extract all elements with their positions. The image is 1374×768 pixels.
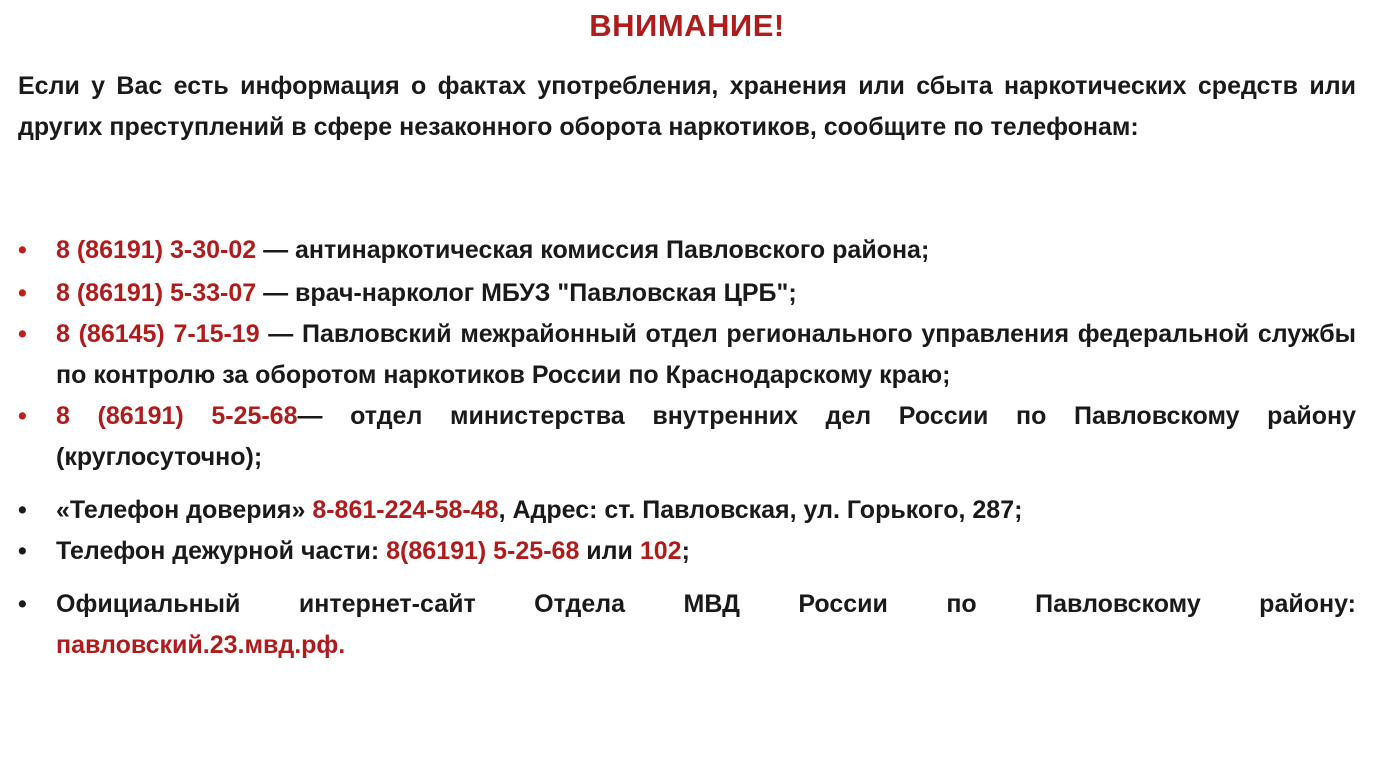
list-item xyxy=(18,314,1356,396)
list-item xyxy=(18,531,1356,572)
item-description: — антинаркотическая комиссия Павловского района; xyxy=(256,236,930,264)
item-description: , Адрес: ст. Павловская, ул. Горького, 287; xyxy=(498,496,1023,524)
item-connector: или xyxy=(579,537,640,565)
item-description: — врач-нарколог МБУЗ "Павловская ЦРБ"; xyxy=(256,279,797,307)
phone-number-short[interactable]: 102 xyxy=(639,537,682,565)
website-link[interactable]: павловский.23.мвд.рф. xyxy=(56,631,346,659)
phone-number[interactable]: 8 (86191) 5-25-68 xyxy=(56,402,298,430)
bullet-icon: • xyxy=(18,496,27,524)
item-description: ; xyxy=(681,537,690,565)
phone-number[interactable]: 8 (86191) 5-33-07 xyxy=(56,279,257,307)
bullet-icon: • xyxy=(18,236,27,264)
bullet-icon: • xyxy=(18,590,27,618)
phone-number[interactable]: 8 (86191) 3-30-02 xyxy=(56,236,257,264)
list-item xyxy=(18,584,1356,666)
list-item xyxy=(18,273,1356,314)
phone-number[interactable]: 8-861-224-58-48 xyxy=(312,496,499,524)
bullet-icon: • xyxy=(18,320,27,348)
contact-list xyxy=(18,230,1356,666)
page-title: ВНИМАНИЕ! xyxy=(589,8,785,43)
phone-number[interactable]: 8(86191) 5-25-68 xyxy=(386,537,580,565)
item-description: — Павловский межрайонный отдел регионального управления федеральной службы по контролю за оборотом наркотиков России по Краснодарскому краю; xyxy=(56,320,1356,389)
item-prefix: «Телефон доверия» xyxy=(56,496,313,524)
bullet-icon: • xyxy=(18,279,27,307)
intro-paragraph: Если у Вас есть информация о фактах употребления, хранения или сбыта наркотических средств или других преступлений в сфере незаконного оборота наркотиков, сообщите по телефонам: xyxy=(18,72,1356,141)
list-item xyxy=(18,396,1356,478)
phone-number[interactable]: 8 (86145) 7-15-19 xyxy=(56,320,260,348)
list-item xyxy=(18,490,1356,531)
item-prefix: Телефон дежурной части: xyxy=(56,537,387,565)
list-item xyxy=(18,230,1356,271)
bullet-icon: • xyxy=(18,402,27,430)
item-prefix: Официальный интернет-сайт Отдела МВД России по Павловскому району: xyxy=(56,590,1356,618)
item-description: — отдел министерства внутренних дел России по Павловскому району (круглосуточно); xyxy=(56,402,1356,471)
bullet-icon: • xyxy=(18,537,27,565)
